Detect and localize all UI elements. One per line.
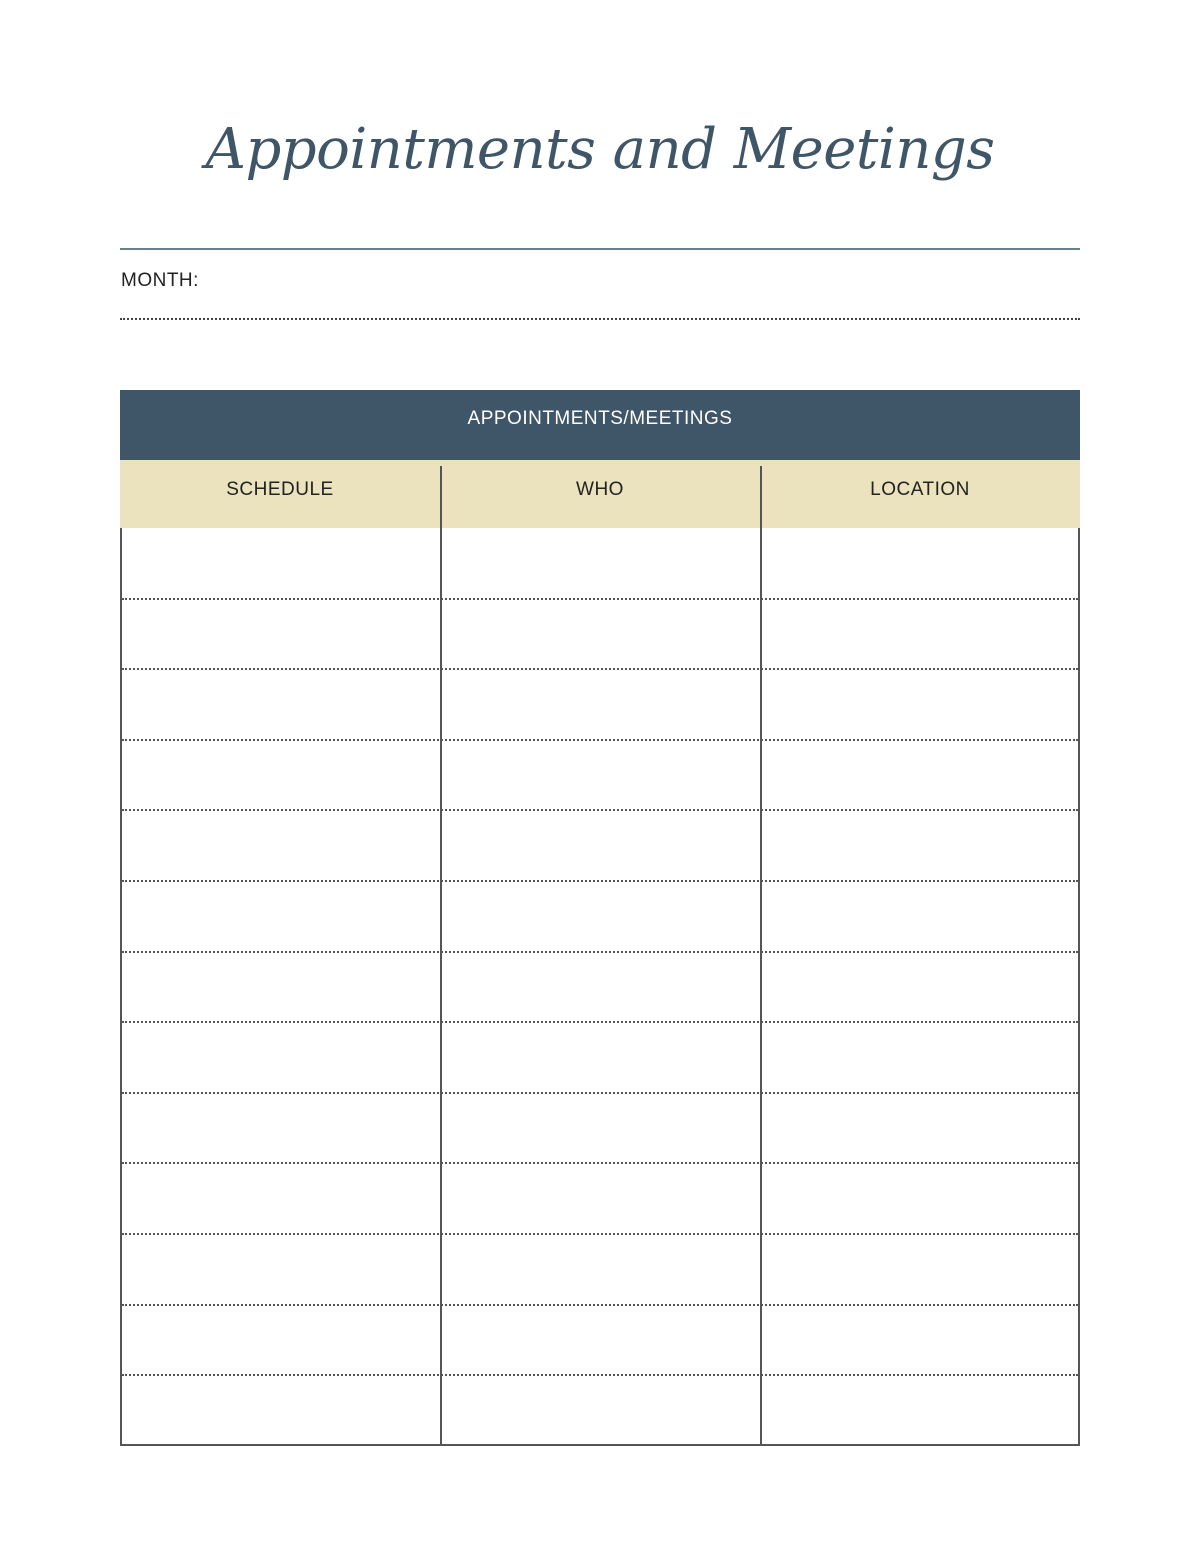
column-header-who: WHO	[576, 479, 624, 500]
table-cell[interactable]	[442, 1093, 760, 1164]
table-row[interactable]	[122, 952, 1078, 1023]
table-cell[interactable]	[762, 952, 1080, 1023]
table-cell[interactable]	[122, 528, 440, 599]
table-cell[interactable]	[442, 1022, 760, 1093]
table-cell[interactable]	[442, 1305, 760, 1376]
title-divider	[120, 248, 1080, 250]
table-row[interactable]	[122, 1234, 1078, 1305]
table-cell[interactable]	[122, 1022, 440, 1093]
table-row[interactable]	[122, 1093, 1078, 1164]
table-row[interactable]	[122, 740, 1078, 811]
table-cell[interactable]	[762, 740, 1080, 811]
table-cell[interactable]	[762, 1022, 1080, 1093]
table-cell[interactable]	[762, 1163, 1080, 1234]
table-cell[interactable]	[442, 740, 760, 811]
table-cell[interactable]	[442, 810, 760, 881]
table-header-row	[120, 460, 1080, 528]
table-row[interactable]	[122, 1163, 1078, 1234]
table-row[interactable]	[122, 599, 1078, 670]
table-cell[interactable]	[442, 1375, 760, 1446]
table-row[interactable]	[122, 881, 1078, 952]
table-cell[interactable]	[122, 1093, 440, 1164]
table-cell[interactable]	[762, 1305, 1080, 1376]
table-row[interactable]	[122, 528, 1078, 599]
table-cell[interactable]	[122, 669, 440, 740]
table-cell[interactable]	[122, 1375, 440, 1446]
column-header-location: LOCATION	[870, 479, 970, 500]
table-row[interactable]	[122, 1022, 1078, 1093]
table-cell[interactable]	[762, 1234, 1080, 1305]
table-cell[interactable]	[442, 1234, 760, 1305]
table-cell[interactable]	[122, 1234, 440, 1305]
table-cell[interactable]	[442, 952, 760, 1023]
table-row[interactable]	[122, 669, 1078, 740]
table-cell[interactable]	[762, 810, 1080, 881]
table-cell[interactable]	[762, 1375, 1080, 1446]
table-row[interactable]	[122, 1305, 1078, 1376]
table-cell[interactable]	[442, 669, 760, 740]
table-cell[interactable]	[762, 669, 1080, 740]
table-cell[interactable]	[442, 881, 760, 952]
month-label: MONTH:	[121, 270, 199, 291]
table-cell[interactable]	[762, 1093, 1080, 1164]
table-banner: APPOINTMENTS/MEETINGS	[120, 390, 1080, 460]
table-row[interactable]	[122, 1375, 1078, 1446]
appointments-table	[120, 390, 1080, 1446]
table-cell[interactable]	[442, 528, 760, 599]
table-cell[interactable]	[122, 810, 440, 881]
table-cell[interactable]	[442, 1163, 760, 1234]
column-header-schedule: SCHEDULE	[226, 479, 334, 500]
table-cell[interactable]	[762, 881, 1080, 952]
table-cell[interactable]	[442, 599, 760, 670]
table-cell[interactable]	[122, 1305, 440, 1376]
table-cell[interactable]	[122, 1163, 440, 1234]
table-row[interactable]	[122, 810, 1078, 881]
table-cell[interactable]	[762, 528, 1080, 599]
table-cell[interactable]	[122, 599, 440, 670]
month-field[interactable]	[120, 318, 1080, 320]
table-cell[interactable]	[122, 881, 440, 952]
table-cell[interactable]	[122, 952, 440, 1023]
page-title: Appointments and Meetings	[205, 117, 995, 182]
table-cell[interactable]	[762, 599, 1080, 670]
table-cell[interactable]	[122, 740, 440, 811]
